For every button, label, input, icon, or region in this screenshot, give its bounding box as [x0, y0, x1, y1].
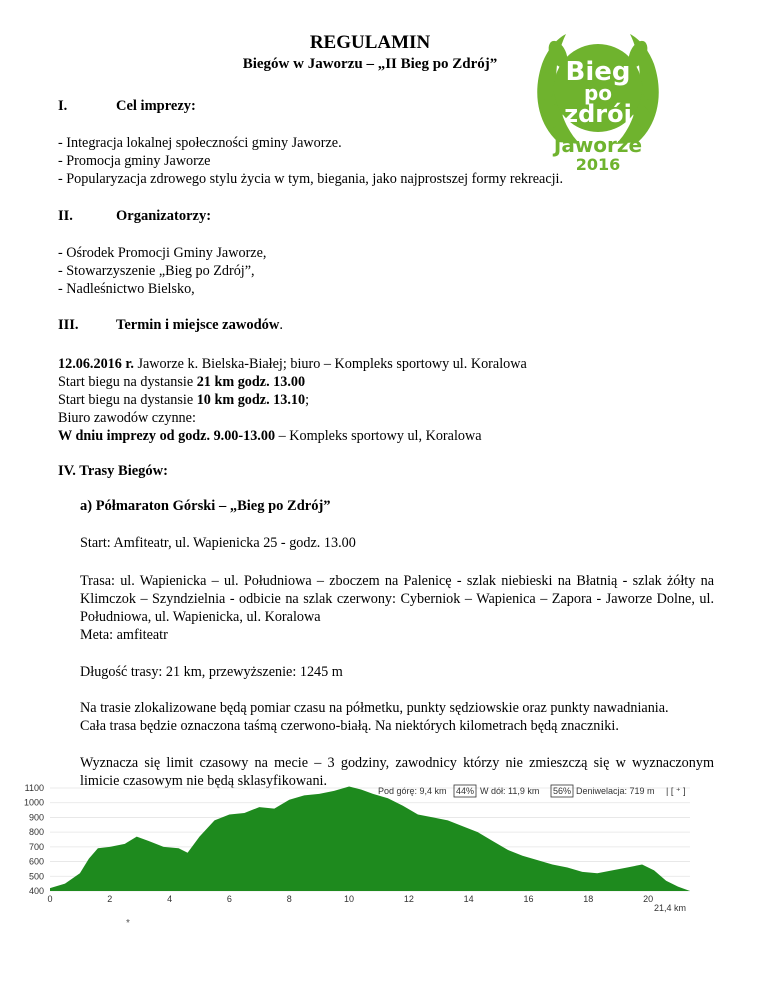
- section-number: I.: [58, 98, 68, 114]
- page-subtitle: Biegów w Jaworzu – „II Bieg po Zdrój”: [242, 56, 498, 72]
- x-tick-label: 4: [167, 894, 173, 904]
- section-title-dot: .: [279, 317, 283, 333]
- stats-down-pct: 56%: [552, 786, 572, 796]
- x-tick-label: 18: [583, 894, 594, 904]
- stats-elevation-label: Deniwelacja: 719 m: [576, 786, 655, 796]
- organizer-item: - Stowarzyszenie „Bieg po Zdrój”,: [58, 263, 255, 279]
- logo-text-zdroj: zdrój: [564, 100, 632, 128]
- goal-item: - Popularyzacja zdrowego stylu życia w tym, biegania, jako najprostszej formy rekreacji.: [58, 171, 564, 187]
- x-axis-label: 21,4 km: [653, 903, 686, 913]
- chart-stats-bar: [378, 785, 686, 797]
- y-tick-label: 400: [28, 886, 44, 896]
- x-tick-label: 2: [107, 894, 113, 904]
- x-tick-label: 0: [47, 894, 53, 904]
- y-tick-labels: [24, 783, 44, 896]
- start-marker-icon: *: [126, 918, 130, 929]
- start-label: Start biegu na dystansie: [58, 374, 197, 390]
- goal-item: - Integracja lokalnej społeczności gminy Jaworze.: [58, 135, 342, 151]
- x-tick-label: 10: [344, 894, 355, 904]
- organizer-item: - Nadleśnictwo Bielsko,: [58, 281, 195, 297]
- y-tick-label: 1100: [24, 783, 44, 793]
- route-a-length: Długość trasy: 21 km, przewyższenie: 1245 m: [80, 664, 343, 680]
- section-3-heading: [58, 317, 283, 334]
- office-hours-time: W dniu imprezy od godz. 9.00-13.00: [58, 428, 276, 444]
- office-hours-label: Biuro zawodów czynne:: [58, 410, 196, 426]
- route-a-finish: Meta: amfiteatr: [80, 627, 168, 643]
- route-a-info-1: Na trasie zlokalizowane będą pomiar czasu na półmetku, punkty sędziowskie oraz punkty nawadniania.: [80, 700, 669, 716]
- logo-text-po: po: [583, 81, 613, 105]
- stats-up-label: Pod górę: 9,4 km: [378, 786, 447, 796]
- y-tick-label: 800: [28, 827, 44, 838]
- office-location: – Kompleks sportowy ul, Koralowa: [275, 428, 482, 444]
- start-21km-line: [58, 374, 305, 391]
- event-location: Jaworze k. Bielska-Białej; biuro – Kompleks sportowy ul. Koralowa: [133, 356, 527, 372]
- event-date-line: [58, 356, 527, 373]
- logo-text-year: 2016: [575, 155, 621, 174]
- logo-text-place: Jaworze: [553, 133, 643, 157]
- x-tick-label: 8: [286, 894, 292, 904]
- x-tick-label: 20: [643, 894, 654, 904]
- y-tick-label: 700: [28, 841, 44, 852]
- event-date: 12.06.2016 r.: [58, 356, 134, 372]
- route-a-start: Start: Amfiteatr, ul. Wapienicka 25 - godz. 13.00: [80, 535, 356, 551]
- elevation-area: [50, 787, 690, 892]
- start-label: Start biegu na dystansie: [58, 392, 197, 408]
- y-tick-label: 900: [28, 812, 44, 823]
- route-a-description: Trasa: ul. Wapienicka – ul. Południowa – zboczem na Palenicę - szlak niebieski na Błatnią - szlak żółty na Klimczok – Szyndzielnia - odbicie na szlak czerwony: Cyberniok – Wapienica – Zapora - Jaworze Dolne, ul. Południowa, ul. Wapienicka, ul. Koralowa: [80, 573, 714, 625]
- x-tick-label: 12: [403, 894, 414, 904]
- office-hours-line: [58, 428, 482, 445]
- x-tick-label: 16: [523, 894, 534, 904]
- elevation-profile-chart: [14, 780, 704, 950]
- route-a-time-limit: Wyznacza się limit czasowy na mecie – 3 godziny, zawodnicy którzy nie zmieszczą się w wyznaczonym limicie czasowym nie będą sklasyfikowani.: [80, 755, 714, 789]
- y-tick-label: 1000: [23, 797, 44, 808]
- section-title: Termin i miejsce zawodów: [116, 317, 280, 333]
- section-title: Organizatorzy:: [116, 208, 212, 224]
- organizer-item: - Ośrodek Promocji Gminy Jaworze,: [58, 245, 267, 261]
- section-1-heading: [58, 98, 196, 115]
- section-2-heading: [58, 208, 211, 225]
- stats-down-label: W dół: 11,9 km: [480, 786, 540, 796]
- bieg-po-zdroj-logo: [528, 24, 668, 174]
- start-10km-line: [58, 392, 309, 409]
- page-title: REGULAMIN: [309, 32, 431, 53]
- logo-text-bieg: Bieg: [565, 57, 631, 87]
- x-tick-labels: [47, 894, 653, 904]
- start-21km-time: 21 km godz. 13.00: [196, 374, 306, 390]
- section-4-heading: IV. Trasy Biegów:: [58, 463, 168, 479]
- section-title: Cel imprezy:: [116, 98, 196, 114]
- route-a-info-2: Cała trasa będzie oznaczona taśmą czerwono-białą. Na niektórych kilometrach będą znaczniki.: [80, 718, 619, 734]
- x-tick-label: 6: [226, 894, 232, 904]
- stats-controls[interactable]: | [ ⁺ ]: [666, 786, 686, 796]
- start-10km-semicolon: ;: [305, 392, 310, 408]
- start-10km-time: 10 km godz. 13.10: [196, 392, 306, 408]
- x-tick-label: 14: [463, 894, 474, 904]
- route-a-title: a) Półmaraton Górski – „Bieg po Zdrój”: [80, 498, 331, 514]
- y-tick-label: 500: [28, 871, 44, 882]
- section-number: III.: [58, 317, 79, 333]
- stats-up-pct: 44%: [455, 786, 475, 796]
- section-number: II.: [58, 208, 73, 224]
- y-tick-label: 600: [28, 856, 44, 867]
- goal-item: - Promocja gminy Jaworze: [58, 153, 211, 169]
